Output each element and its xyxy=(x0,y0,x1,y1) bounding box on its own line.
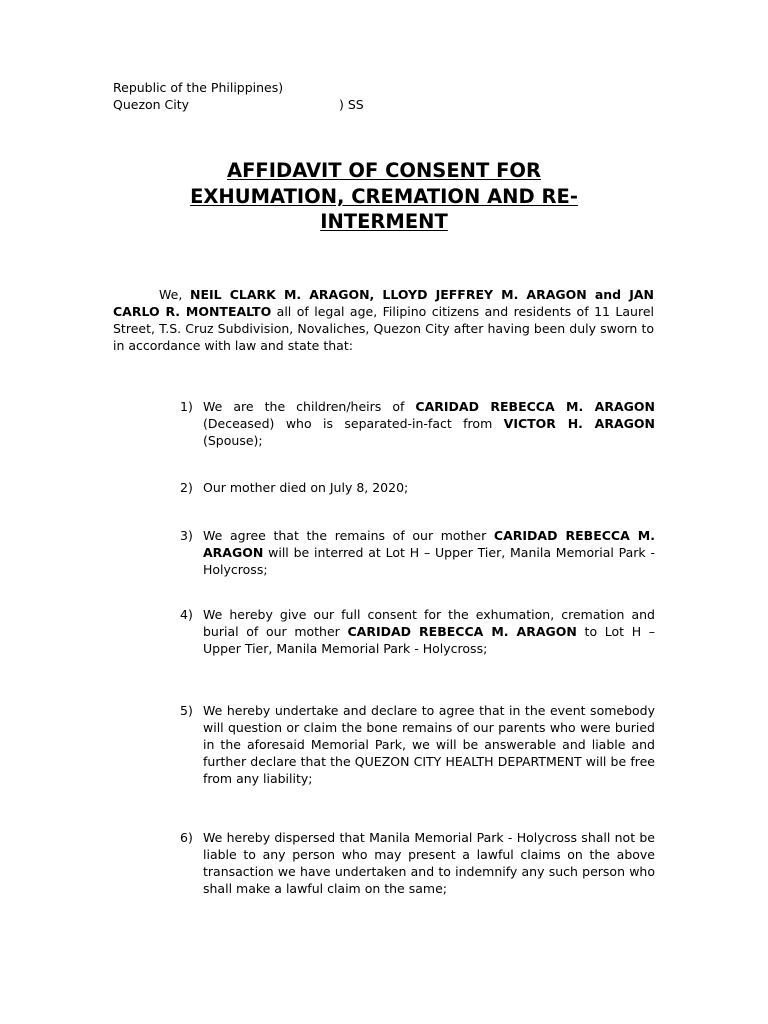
intro-paragraph xyxy=(113,286,654,354)
intro-we: We, xyxy=(159,287,191,302)
venue-block xyxy=(113,79,364,113)
item-bold-name: CARIDAD REBECCA M. ARAGON xyxy=(347,624,577,639)
item-text-part: to Lot H – Upper Tier, Manila Memorial Park - Holycross; xyxy=(203,624,656,656)
item-number: 3) xyxy=(180,528,193,543)
item-number: 6) xyxy=(180,830,193,845)
item-text xyxy=(203,398,655,449)
item-text xyxy=(203,606,655,657)
venue-ss: ) SS xyxy=(339,97,364,112)
title-line-3: INTERMENT xyxy=(320,210,448,233)
affiant-names: NEIL CLARK M. ARAGON, LLOYD JEFFREY M. ARAGON and JAN CARLO R. MONTEALTO xyxy=(113,287,654,319)
item-bold-name: VICTOR H. ARAGON xyxy=(503,416,655,431)
item-text: We hereby undertake and declare to agree that in the event somebody will question or claim the bone remains of our parents who were buried in the aforesaid Memorial Park, we will be answerable and liable and further declare that the QUEZON CITY HEALTH DEPARTMENT will be free from any liability; xyxy=(203,703,655,786)
item-text: Our mother died on July 8, 2020; xyxy=(203,480,409,495)
list-item xyxy=(180,829,655,897)
list-item xyxy=(180,479,655,496)
item-text-part: We are the children/heirs of xyxy=(203,399,416,414)
item-text-part: (Deceased) who is separated-in-fact from xyxy=(203,416,504,431)
venue-republic xyxy=(113,79,364,96)
item-text-part: (Spouse); xyxy=(203,433,263,448)
title-line-2: EXHUMATION, CREMATION AND RE- xyxy=(190,184,578,208)
item-number: 5) xyxy=(180,703,193,718)
item-number: 2) xyxy=(180,480,193,495)
item-bold-name: CARIDAD REBECCA M. ARAGON xyxy=(415,399,655,414)
item-number: 1) xyxy=(180,399,193,414)
list-item xyxy=(180,702,655,787)
list-item xyxy=(180,398,655,449)
item-text-part: We hereby give our full consent for the exhumation, cremation and burial of our mother xyxy=(203,607,655,639)
venue-republic-text: Republic of the Philippines) xyxy=(113,80,284,95)
list-item xyxy=(180,606,655,657)
item-text: We hereby dispersed that Manila Memorial Park - Holycross shall not be liable to any person who may present a lawful claims on the above transaction we have undertaken and to indemnify any such person who shall make a lawful claim on the same; xyxy=(203,830,655,896)
list-item xyxy=(180,527,655,578)
item-text-part: We agree that the remains of our mother xyxy=(203,528,494,543)
venue-city-row xyxy=(113,96,364,113)
item-bold-name: CARIDAD REBECCA M. ARAGON xyxy=(203,528,655,560)
intro-rest: all of legal age, Filipino citizens and residents of 11 Laurel Street, T.S. Cruz Subdivision, Novaliches, Quezon City after having been duly sworn to in accordance with law and state that: xyxy=(113,304,654,353)
item-number: 4) xyxy=(180,607,193,622)
title-line-1: AFFIDAVIT OF CONSENT FOR xyxy=(227,159,541,182)
item-text xyxy=(203,527,655,578)
item-text-part: will be interred at Lot H – Upper Tier, Manila Memorial Park - Holycross; xyxy=(203,545,655,577)
document-title xyxy=(140,158,628,235)
venue-city: Quezon City xyxy=(113,97,190,112)
